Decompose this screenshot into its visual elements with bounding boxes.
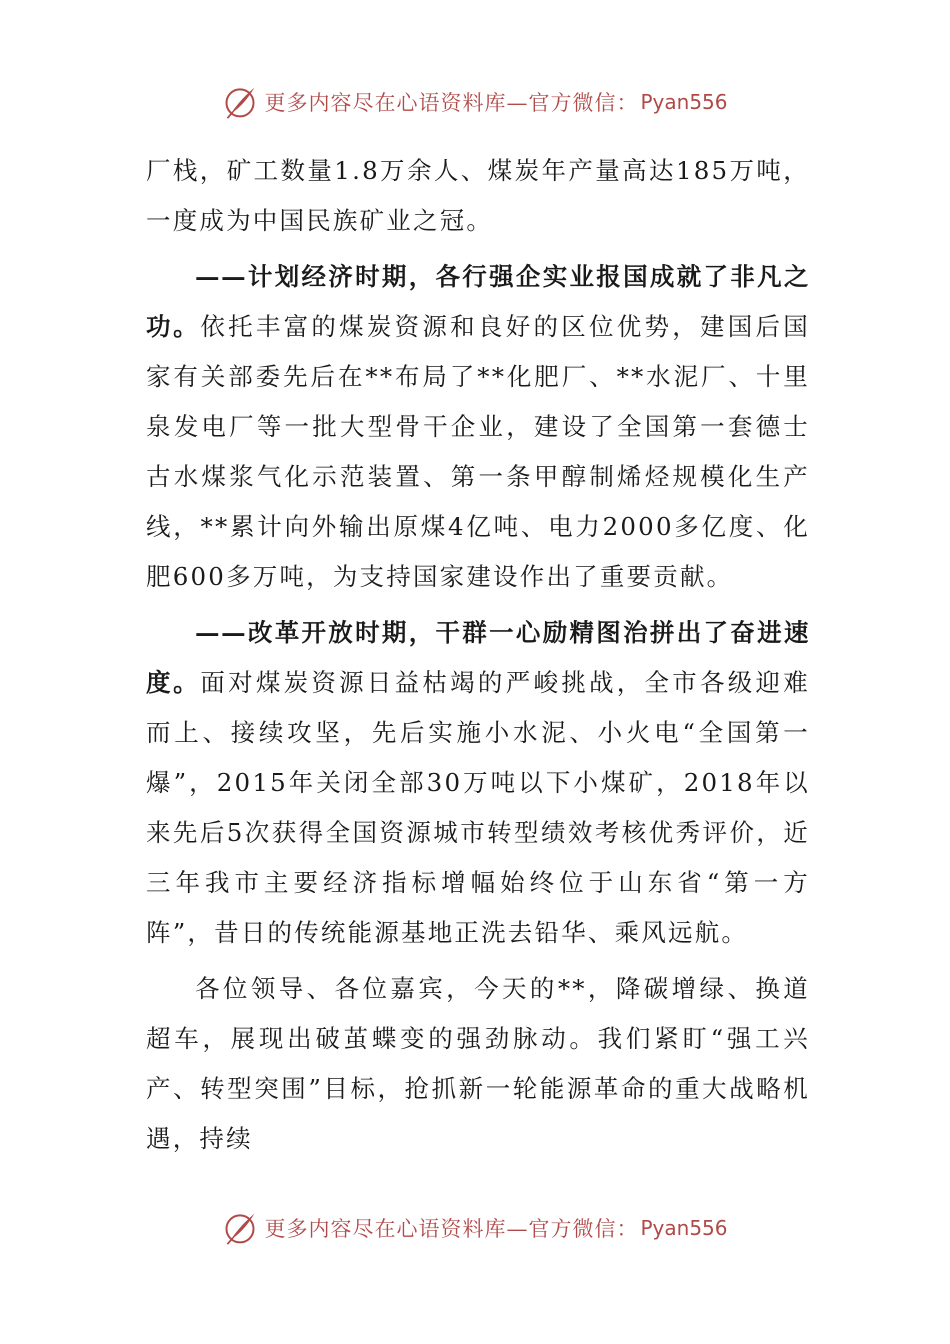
header-watermark: [0, 80, 950, 124]
footer-watermark: [0, 1206, 950, 1250]
watermark-wechat-id: Pyan556: [640, 1216, 728, 1240]
quill-pen-logo-icon: [222, 84, 258, 120]
quill-pen-logo-icon: [222, 1210, 258, 1246]
watermark-site-text: 更多内容尽在心语资料库—官方微信：: [264, 1217, 639, 1241]
paragraph: [146, 252, 810, 602]
paragraph-lead: ——计划经济时期，各行强企实业报国成就了非凡之功。: [146, 262, 810, 341]
paragraph-body: 面对煤炭资源日益枯竭的严峻挑战，全市各级迎难而上、接续攻坚，先后实施小水泥、小火电“全国第一爆”，2015年关闭全部30万吨以下小煤矿，2018年以来先后5次获得全国资源城市转型绩效考核优秀评价，近三年我市主要经济指标增幅始终位于山东省“第一方阵”，昔日的传统能源基地正洗去铅华、乘风远航。: [146, 668, 810, 947]
paragraph: 各位领导、各位嘉宾，今天的**，降碳增绿、换道超车，展现出破茧蝶变的强劲脉动。我们紧盯“强工兴产、转型突围”目标，抢抓新一轮能源革命的重大战略机遇，持续: [146, 974, 810, 1153]
paragraph: 厂栈，矿工数量1.8万余人、煤炭年产量高达185万吨，一度成为中国民族矿业之冠。: [146, 156, 810, 235]
paragraph-body: 依托丰富的煤炭资源和良好的区位优势，建国后国家有关部委先后在**布局了**化肥厂、**水泥厂、十里泉发电厂等一批大型骨干企业，建设了全国第一套德士古水煤浆气化示范装置、第一条甲醇制烯烃规模化生产线，**累计向外输出原煤4亿吨、电力2000多亿度、化肥600多万吨，为支持国家建设作出了重要贡献。: [146, 312, 810, 591]
document-body: [146, 146, 810, 1164]
paragraph-lead: ——改革开放时期，干群一心励精图治拼出了奋进速度。: [146, 618, 810, 697]
watermark-wechat-id: Pyan556: [640, 90, 728, 114]
watermark-site-text: 更多内容尽在心语资料库—官方微信：: [264, 91, 639, 115]
paragraph: [146, 608, 810, 958]
